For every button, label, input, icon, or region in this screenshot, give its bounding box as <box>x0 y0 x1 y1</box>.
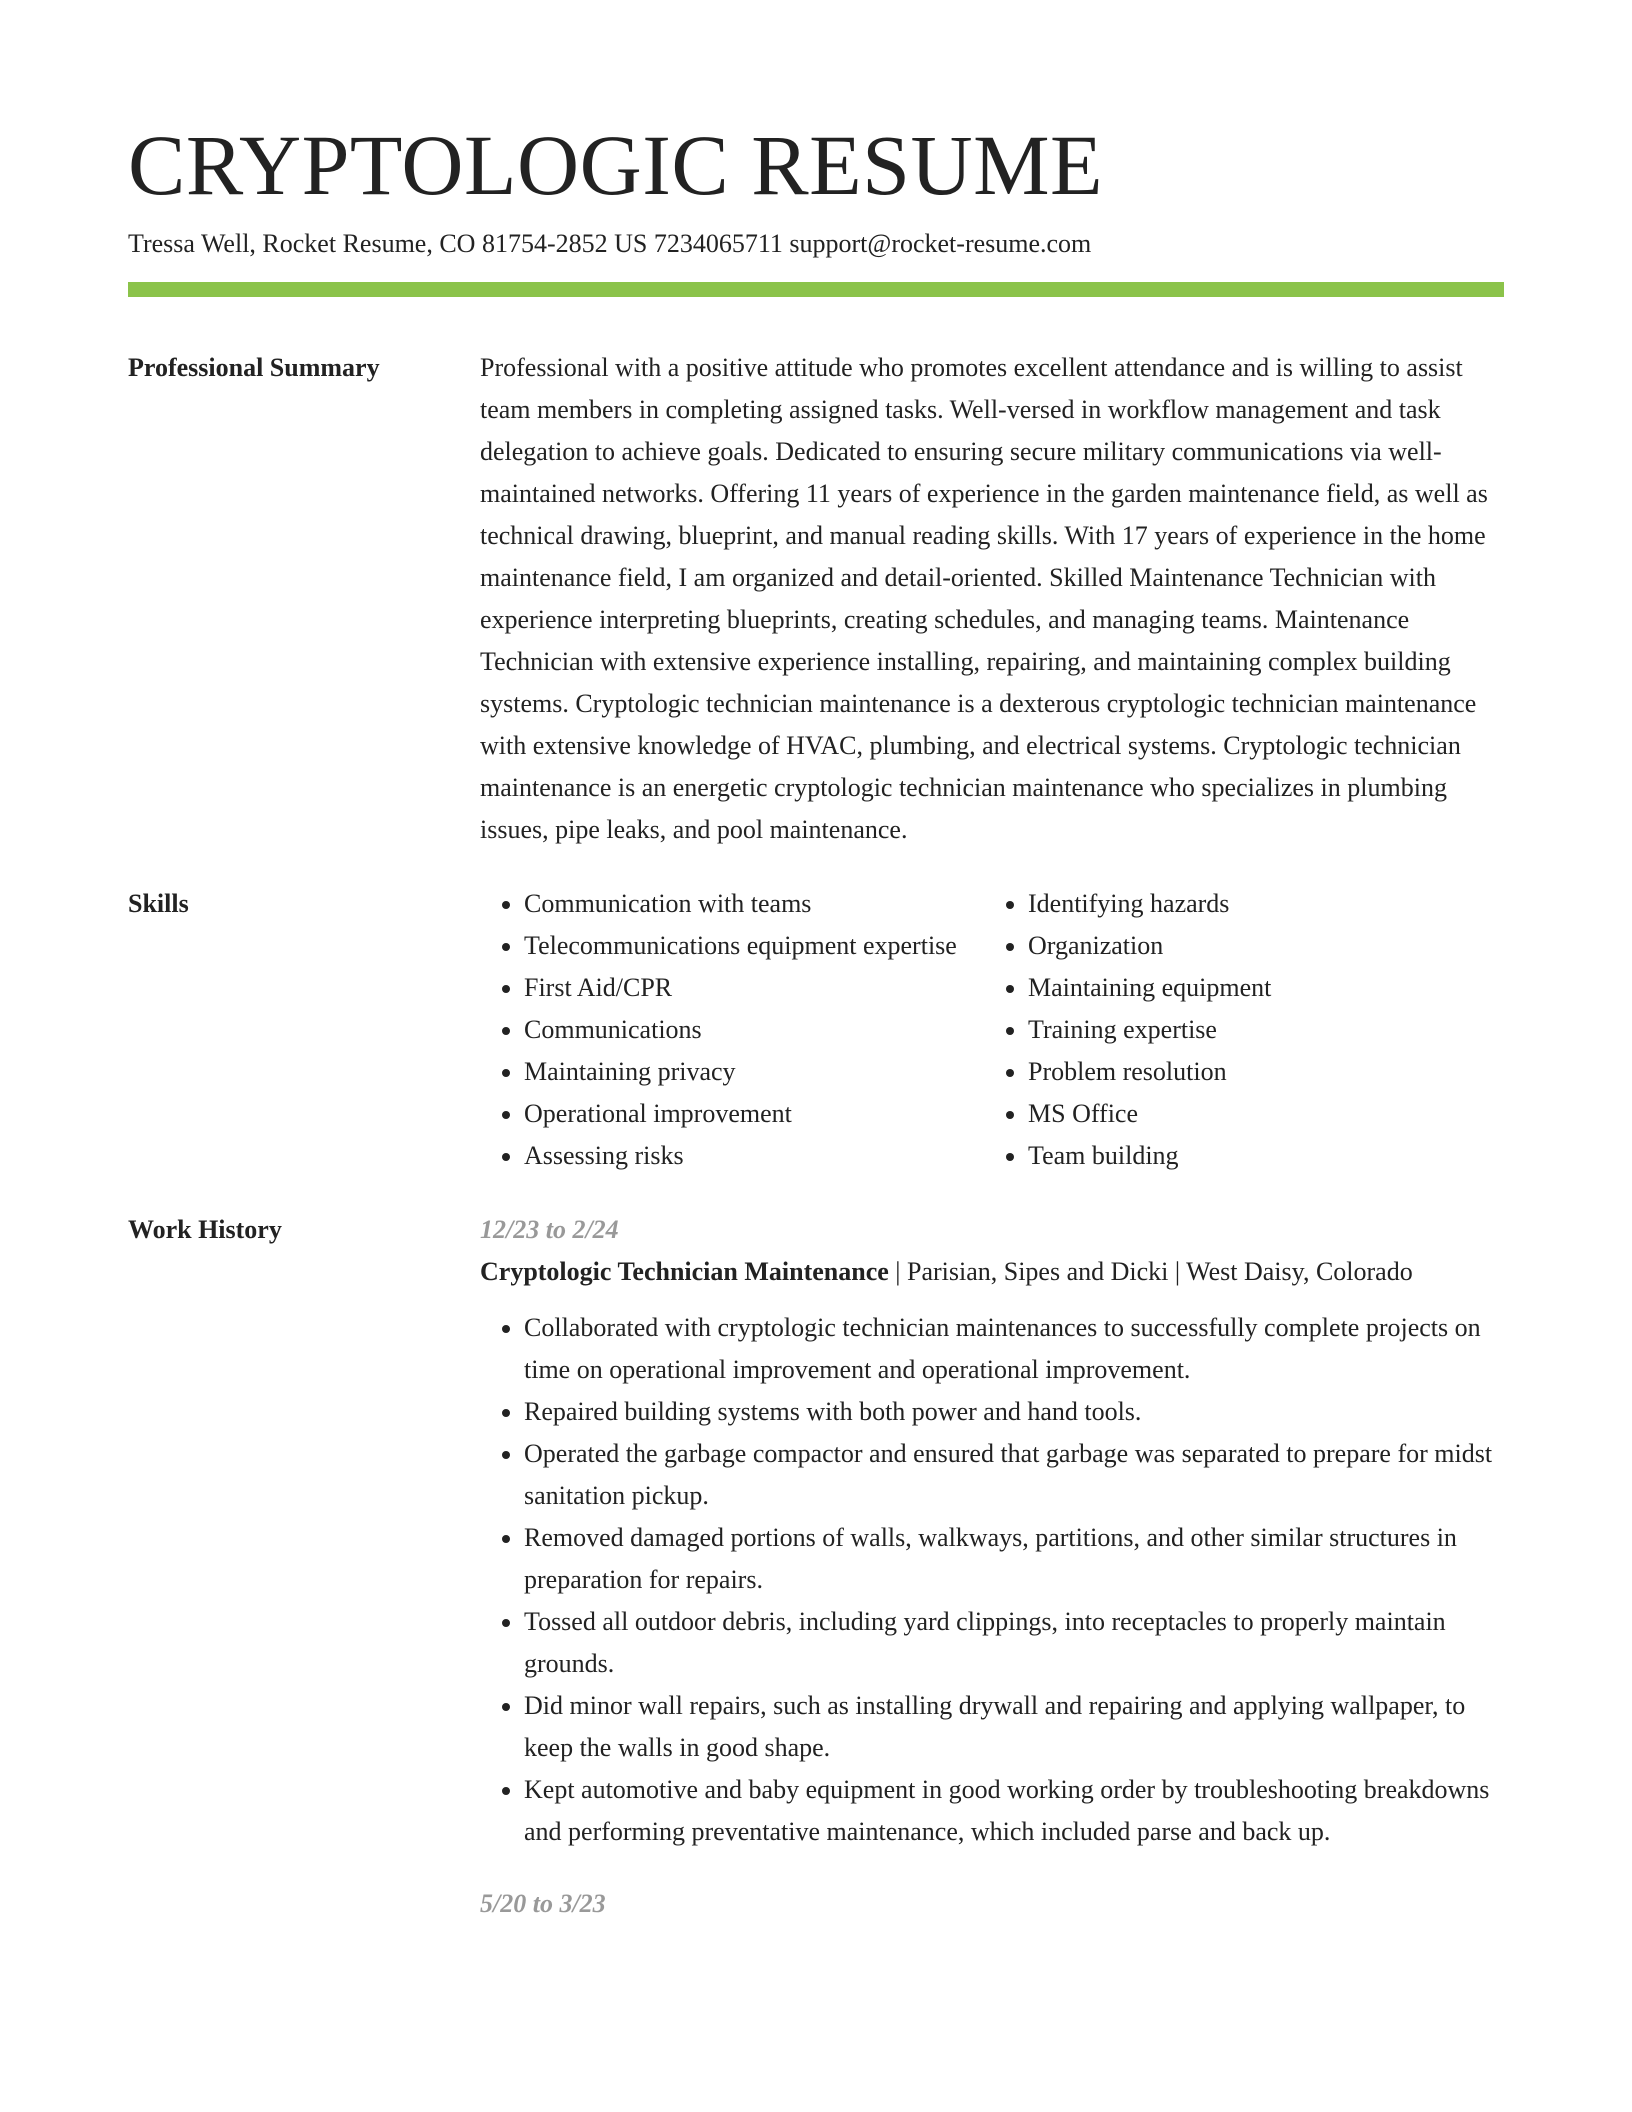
skill-item: • Maintaining equipment <box>1028 967 1488 1009</box>
resume-page <box>128 0 1504 1925</box>
summary-text: Professional with a positive attitude who promotes excellent attendance and is willing to assist team members in completing assigned tasks. Well-versed in workflow management and task delegation to achieve goals. Dedicated to ensuring secure military communications via well-maintained networks. Offering 11 years of experience in the garden maintenance field, as well as technical drawing, blueprint, and manual reading skills. With 17 years of experience in the home maintenance field, I am organized and detail-oriented. Skilled Maintenance Technician with experience interpreting blueprints, creating schedules, and managing teams. Maintenance Technician with extensive experience installing, repairing, and maintaining complex building systems. Cryptologic technician maintenance is a dexterous cryptologic technician maintenance with extensive knowledge of HVAC, plumbing, and electrical systems. Cryptologic technician maintenance is an energetic cryptologic technician maintenance who specializes in plumbing issues, pipe leaks, and pool maintenance. <box>480 353 1488 845</box>
job-bullet: • Repaired building systems with both power and hand tools. <box>524 1391 1504 1433</box>
work-history-section <box>128 1209 1504 1925</box>
skill-item: • Communication with teams <box>524 883 984 925</box>
job-title: Cryptologic Technician Maintenance <box>480 1257 889 1287</box>
skill-item: • Communications <box>524 1009 984 1051</box>
skills-section <box>128 883 1504 1177</box>
professional-summary-section <box>128 347 1504 851</box>
skill-item: • Problem resolution <box>1028 1051 1488 1093</box>
skill-item: • Assessing risks <box>524 1135 984 1177</box>
job-bullet: • Tossed all outdoor debris, including yard clippings, into receptacles to properly maintain grounds. <box>524 1601 1504 1685</box>
resume-title: CRYPTOLOGIC RESUME <box>128 117 1104 213</box>
job-entry <box>480 1209 1504 1853</box>
accent-divider <box>128 282 1504 297</box>
skill-item: • Training expertise <box>1028 1009 1488 1051</box>
job-bullet: • Operated the garbage compactor and ensured that garbage was separated to prepare for midst sanitation pickup. <box>524 1433 1504 1517</box>
job-dates: 5/20 to 3/23 <box>480 1889 606 1919</box>
job-header <box>480 1251 1504 1293</box>
job-bullet: • Did minor wall repairs, such as installing drywall and repairing and applying wallpaper, to keep the walls in good shape. <box>524 1685 1504 1769</box>
section-heading-skills: Skills <box>128 889 189 919</box>
section-heading-summary: Professional Summary <box>128 353 380 383</box>
skill-item: • Team building <box>1028 1135 1488 1177</box>
skills-body <box>480 883 1504 1177</box>
job-dates: 12/23 to 2/24 <box>480 1215 619 1245</box>
job-entry <box>480 1883 1504 1925</box>
skills-list-left <box>480 883 984 1177</box>
skill-item: • MS Office <box>1028 1093 1488 1135</box>
contact-line: Tressa Well, Rocket Resume, CO 81754-2852 US 7234065711 support@rocket-resume.com <box>128 228 1092 258</box>
skill-item: • Organization <box>1028 925 1488 967</box>
skill-item: • Operational improvement <box>524 1093 984 1135</box>
job-bullet: • Collaborated with cryptologic technician maintenances to successfully complete projects on time on operational improvement and operational improvement. <box>524 1307 1504 1391</box>
skills-columns <box>480 883 1504 1177</box>
skills-list-right <box>984 883 1488 1177</box>
skill-item: • Identifying hazards <box>1028 883 1488 925</box>
job-details: | Parisian, Sipes and Dicki | West Daisy, Colorado <box>888 1257 1413 1287</box>
skill-item: • First Aid/CPR <box>524 967 984 1009</box>
work-body <box>480 1209 1504 1925</box>
job-bullet: • Kept automotive and baby equipment in good working order by troubleshooting breakdowns and performing preventative maintenance, which included parse and back up. <box>524 1769 1504 1853</box>
summary-body <box>480 347 1504 851</box>
job-bullet: • Removed damaged portions of walls, walkways, partitions, and other similar structures in preparation for repairs. <box>524 1517 1504 1601</box>
skill-item: • Maintaining privacy <box>524 1051 984 1093</box>
section-heading-work: Work History <box>128 1215 282 1245</box>
skill-item: • Telecommunications equipment expertise <box>524 925 984 967</box>
job-bullet-list <box>480 1307 1504 1853</box>
